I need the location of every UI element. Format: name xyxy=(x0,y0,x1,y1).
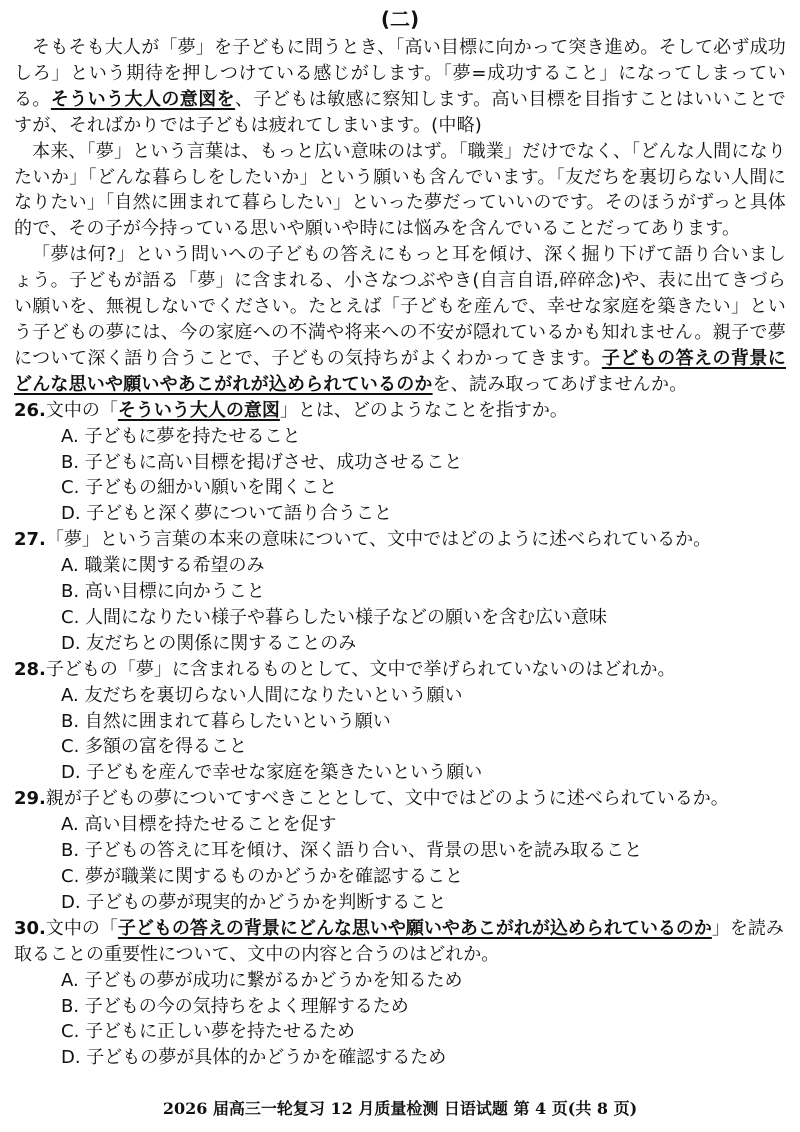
option-b: B. 子どもの今の気持ちをよく理解するため xyxy=(61,995,409,1017)
option-d: D. 友だちとの関係に関することのみ xyxy=(61,632,357,654)
passage-p3-text-before: 「夢は何?」という問いへの子どもの答えにもっと耳を傾け、深く掘り下げて語り合いましょう。子どもが語る「夢」に含まれる、小さなつぶやき(自言自语,碎碎念)や、表に出てきづらい願いを、無視しないでください。たとえば「子どもを産んで、幸せな家庭を築きたい」という子どもの夢には、今の家庭への不満や将来への不安が隠れているかも知れません。親子で夢について深く語り合うことで、子どもの気持ちがよくわかってきます。 xyxy=(14,244,786,369)
answer-options xyxy=(14,812,786,916)
option-b: B. 子どもの答えに耳を傾け、深く語り合い、背景の思いを読み取ること xyxy=(61,840,643,862)
question-28 xyxy=(14,657,786,787)
answer-options xyxy=(14,424,786,528)
option-c: C. 人間になりたい様子や暮らしたい様子などの願いを含む広い意味 xyxy=(61,606,608,628)
question-stem-text: 「夢」という言葉の本来の意味について、文中ではどのように述べられているか。 xyxy=(45,529,712,551)
question-stem-before: 文中の「 xyxy=(45,399,118,421)
question-stem-underlined: 子どもの答えの背景にどんな思いや願いやあこがれが込められているのか xyxy=(117,917,712,939)
option-d: D. 子どもの夢が現実的かどうかを判断すること xyxy=(61,891,447,913)
option-a: A. 職業に関する希望のみ xyxy=(61,555,265,577)
question-number: 28. xyxy=(14,658,46,680)
passage-paragraph-2: 本来、「夢」という言葉は、もっと広い意味のはず。「職業」だけでなく、「どんな人間になりたいか」「どんな暮らしをしたいか」という願いも含んでいます。「友だちを裏切らない人間になりたい」「自然に囲まれて暮らしたい」といった夢だっていいのです。そのほうがずっと具体的で、その子が今持っている思いや願いや時には悩みを含んでいることだってあります。 xyxy=(14,140,786,240)
option-c: C. 夢が職業に関するものかどうかを確認すること xyxy=(61,866,464,887)
question-27 xyxy=(14,527,786,657)
question-stem xyxy=(14,527,786,553)
passage-paragraph-3 xyxy=(14,242,786,397)
question-stem-underlined: そういう大人の意図 xyxy=(117,399,280,421)
question-26 xyxy=(14,398,786,528)
question-29 xyxy=(14,786,786,916)
option-a: A. 子どもの夢が成功に繋がるかどうかを知るため xyxy=(61,969,463,991)
section-title: (二) xyxy=(380,7,420,31)
option-b: B. 子どもに高い目標を掲げさせ、成功させること xyxy=(61,451,463,473)
question-stem xyxy=(14,786,786,812)
passage-paragraph-1 xyxy=(14,35,786,139)
question-stem-text: 子どもの「夢」に含まれるものとして、文中で挙げられていないのはどれか。 xyxy=(45,658,676,680)
option-a: A. 高い目標を持たせることを促す xyxy=(61,814,337,836)
passage-p1-underlined-phrase: そういう大人の意図を xyxy=(50,88,236,110)
passage-p3-underlined-phrase: 子どもの答えの背景にどんな思いや願いやあこがれが込められているのか xyxy=(14,347,786,395)
question-stem-after: 」を読み取ることの重要性について、文中の内容と合うのはどれか。 xyxy=(14,917,784,965)
page-footer: 2026 届高三一轮复习 12 月质量检测 日语试题 第 4 页(共 8 页) xyxy=(162,1099,638,1118)
passage-p1-text-before: そもそも大人が「夢」を子どもに問うとき、「高い目標に向かって突き進め。そして必ず成功しろ」という期待を押しつけている感じがします。「夢=成功すること」になってしまっている。 xyxy=(14,37,786,110)
option-d: D. 子どもと深く夢について語り合うこと xyxy=(61,503,392,525)
question-stem-after: 」とは、どのようなことを指すか。 xyxy=(279,399,568,421)
option-a: A. 子どもに夢を持たせること xyxy=(61,425,301,447)
option-d: D. 子どもを産んで幸せな家庭を築きたいという願い xyxy=(61,762,483,784)
option-d: D. 子どもの夢が具体的かどうかを確認するため xyxy=(61,1047,447,1069)
option-b: B. 自然に囲まれて暮らしたいという願い xyxy=(61,710,391,732)
answer-options xyxy=(14,683,786,787)
answer-options xyxy=(14,553,786,657)
question-stem xyxy=(14,398,786,424)
question-number: 26. xyxy=(14,399,46,421)
question-30 xyxy=(14,916,786,1071)
question-number: 29. xyxy=(14,788,46,810)
option-c: C. 子どもに正しい夢を持たせるため xyxy=(61,1021,356,1043)
option-a: A. 友だちを裏切らない人間になりたいという願い xyxy=(61,684,463,706)
option-b: B. 高い目標に向かうこと xyxy=(61,581,265,603)
question-stem xyxy=(14,657,786,683)
passage-p3-text-after: を、読み取ってあげませんか。 xyxy=(432,373,688,395)
question-number: 30. xyxy=(14,917,46,939)
question-stem-text: 親が子どもの夢についてすべきこととして、文中ではどのように述べられているか。 xyxy=(45,788,729,810)
passage-p1-text-after: 、子どもは敏感に察知します。高い目標を目指すことはいいことですが、そればかりでは子どもは疲れてしまいます。(中略) xyxy=(14,88,786,136)
question-stem-before: 文中の「 xyxy=(45,917,118,939)
reading-passage xyxy=(14,35,786,398)
answer-options xyxy=(14,968,786,1072)
option-c: C. 子どもの細かい願いを聞くこと xyxy=(61,477,338,499)
question-stem xyxy=(14,916,786,968)
option-c: C. 多額の富を得ること xyxy=(61,736,248,758)
question-number: 27. xyxy=(14,529,46,551)
